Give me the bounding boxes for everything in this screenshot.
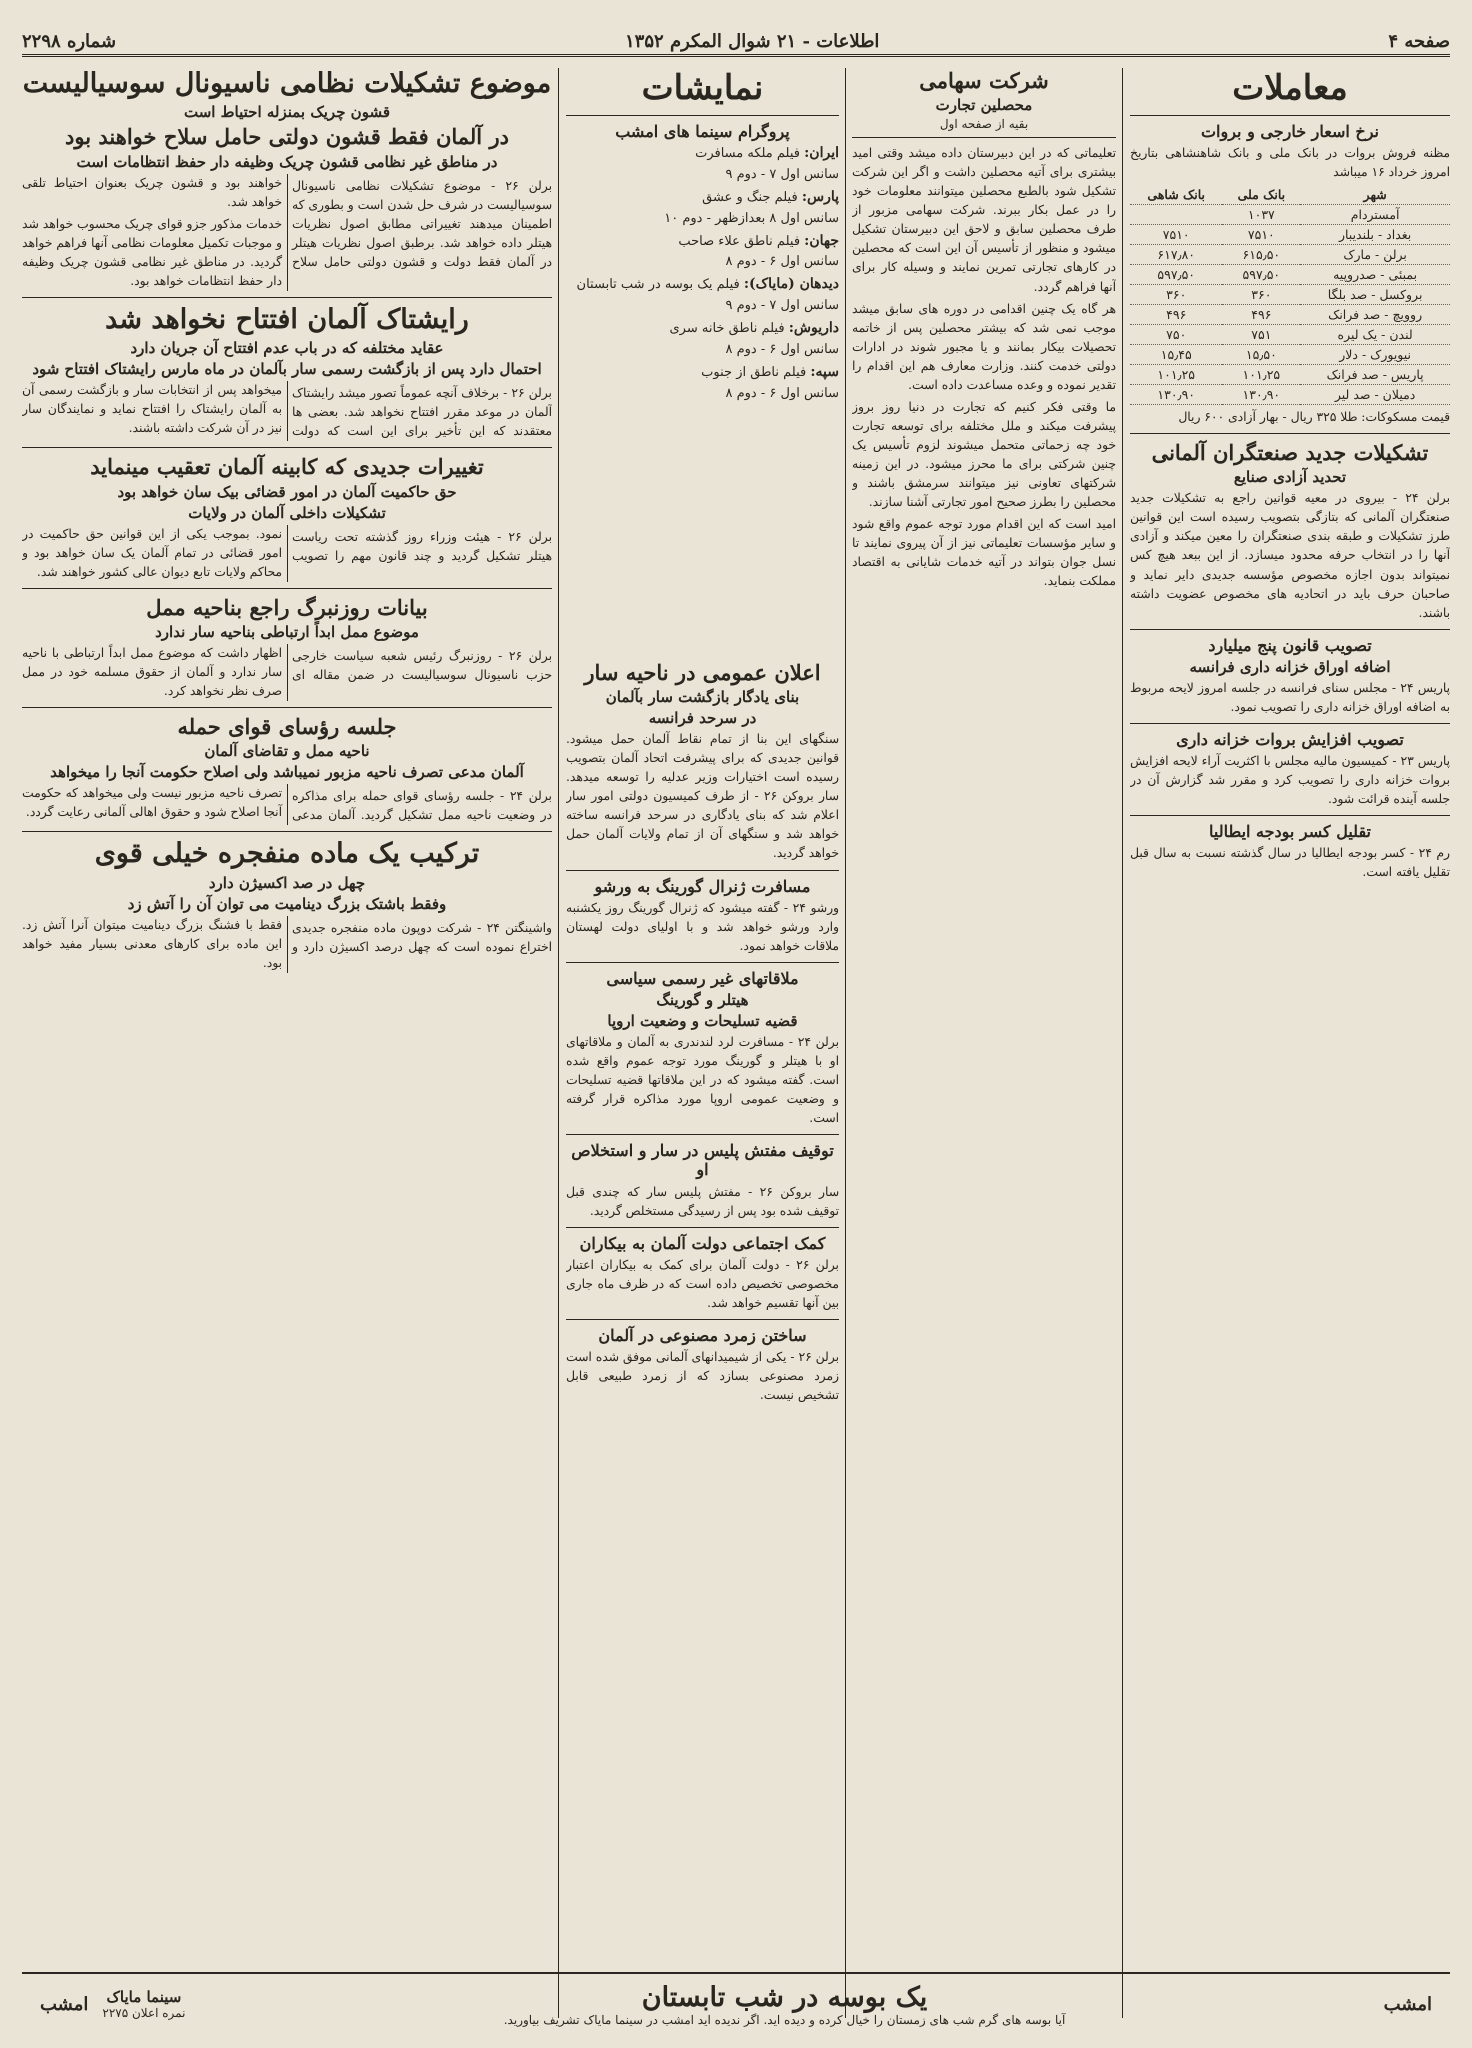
table-row: آمستردام ۱۰۳۷	[1130, 205, 1450, 225]
treasury-heading: تصویب قانون پنج میلیارد	[1208, 635, 1372, 655]
ad-label-right: امشب	[1383, 1993, 1432, 2015]
saar-heading: اعلان عمومی در ناحیه سار	[584, 660, 821, 685]
bills-body: پاریس ۲۳ - کمیسیون مالیه مجلس با اکثریت آراء لایحه افزایش بروات خزانه داری را تصویب کرد و مقرر شد گزارش آن در جلسه آینده قرائت شود.	[1130, 754, 1450, 807]
cinema-program-heading: پروگرام سینما های امشب	[615, 121, 790, 141]
list-item: پارس: فیلم جنگ و عشق سانس اول ۸ بعدازظهر - دوم ۱۰	[664, 188, 839, 226]
ad-title: یک بوسه در شب تابستان	[641, 1981, 928, 2013]
list-item: دیدهان (مایاک): فیلم یک بوسه در شب تابستان سانس اول ۷ - دوم ۹	[576, 276, 839, 314]
table-row: دمیلان - صد لیر ۱۳۰٫۹۰ ۱۳۰٫۹۰	[1130, 385, 1450, 405]
markets-title: معاملات	[1232, 68, 1348, 108]
militia-body-2: خدمات مذکور جزو قوای چریک محسوب خواهد شد و موجبات تکمیل معلومات نظامی آنها فراهم خواهد گردید. در مناطق غیر نظامی قشون چریک وظیفه دار حفظ انتظامات خواهد بود.	[22, 216, 282, 288]
council-subheading: ناحیه ممل و تقاضای آلمان	[204, 742, 370, 761]
treasury-body: پاریس ۲۴ - مجلس سنای فرانسه در جلسه امروز لایحه مربوط به اضافه اوراق خزانه داری را تصویب نمود.	[1130, 680, 1450, 714]
saar-subheading-2: در سرحد فرانسه	[648, 709, 757, 728]
emerald-body: برلن ۲۶ - یکی از شیمیدانهای آلمانی موفق شده است زمرد مصنوعی بسازد که از زمرد طبیعی قابل تشخیص نیست.	[566, 1350, 839, 1403]
militia-body-1: برلن ۲۶ - موضوع تشکیلات نظامی ناسیونال سوسیالیست در شرف حل شدن است و بطوری که اطمینان میدهند تغییراتی مطابق اصول نظریات هیتلر داده خواهد شد. برطبق اصول نظریات هیتلر در آلمان فقط دولت و قشون دولتی حامل سلاح خواهند بود و قشون چریک بعنوان احتیاط تلقی خواهد شد.	[22, 175, 552, 269]
reichstag-subheading-2: احتمال دارد پس از بازگشت رسمی سار بآلمان در ماه مارس رایشتاک افتتاح شود	[32, 360, 542, 379]
ad-text: آیا بوسه های گرم شب های زمستان را خیال کرده و دیده اید. اگر ندیده اید امشب در سینما مایاک تشریف بیاورید.	[503, 2012, 1066, 2027]
issue-date: اطلاعات - ۲۱ شوال المکرم ۱۳۵۲	[625, 30, 880, 52]
company-body-4: امید است که این اقدام مورد توجه عموم واقع شود و سایر مؤسسات تعلیماتی نیز از آن پیروی نمایند تا نسل جوان بتواند در آتیه خدمات شایانی به اقتصاد مملکت بنماید.	[852, 517, 1116, 589]
goring-heading: مسافرت ژنرال گورینگ به ورشو	[594, 876, 811, 896]
company-body-1: تعلیماتی که در این دبیرستان داده میشد وقتی امید بیشتری برای آتیه محصلین داشت و اگر این شرکت تشکیل شود بالطبع محصلین میتوانند معلومات خود را در عمل بکار ببرند. شرکت سهامی مزبور از طرف محصلین سابق و لاحق این دبیرستان تشکیل میشود و منظور از تأسیس آن این است که محصلین در کارهای تجارتی تمرین نمایند و وسیله کار برای آنها فراهم گردد.	[852, 146, 1116, 294]
shows-title: نمایشات	[641, 68, 764, 108]
italy-body: رم ۲۴ - کسر بودجه ایطالیا در سال گذشته نسبت به سال قبل تقلیل یافته است.	[1130, 846, 1450, 880]
masthead	[22, 28, 1450, 57]
hitler-subheading-2: قضیه تسلیحات و وضعیت اروپا	[607, 1012, 798, 1031]
council-heading: جلسه رؤسای قوای حمله	[177, 714, 397, 740]
council-body: برلن ۲۴ - جلسه رؤسای قوای حمله برای مذاکره در وضعیت ناحیه ممل تشکیل گردید. آلمان مدعی تصرف ناحیه مزبور نیست ولی میخواهد که حکومت آنجا اصلاح شود و حقوق اهالی آلمانی رعایت گردد.	[22, 786, 552, 823]
list-item: سپه: فیلم ناطق از جنوب سانس اول ۶ - دوم ۸	[701, 364, 839, 401]
ad-cinema: سینما مایاک	[106, 1988, 182, 2006]
table-row: نیویورک - دلار ۱۵٫۵۰ ۱۵٫۴۵	[1130, 345, 1450, 365]
saar-block	[566, 660, 1116, 2028]
table-row: بروکسل - صد بلگا ۳۶۰ ۳۶۰	[1130, 285, 1450, 305]
ad-label-left: امشب	[40, 1993, 89, 2015]
table-row: پاریس - صد فرانک ۱۰۱٫۲۵ ۱۰۱٫۲۵	[1130, 365, 1450, 385]
rates-header-row	[1130, 185, 1450, 205]
saar-article	[566, 660, 839, 1408]
list-item: داریوش: فیلم ناطق خانه سری سانس اول ۶ - دوم ۸	[669, 320, 839, 357]
cinema-advertisement	[22, 1972, 1450, 2034]
rates-note: قیمت مسکوکات: طلا ۳۲۵ ریال - بهار آزادی ۶۰۰ ریال	[1178, 410, 1450, 425]
company-body-2: هر گاه یک چنین اقدامی در دوره های سابق میشد موجب نمی شد که بیشتر محصلین پس از خاتمه تحصیلات بیکار بمانند و یا مجبور شوند در ادارات دولتی خدمت کنند. وزارت معارف هم این اقدام را تقدیر نموده و وعده مساعدت داده است.	[852, 301, 1116, 392]
explosive-subheading: چهل در صد اکسیژن دارد	[208, 873, 366, 892]
police-body: سار بروکن ۲۶ - مفتش پلیس سار که چندی قبل توقیف شده بود پس از رسیدگی مستخلص گردید.	[566, 1184, 839, 1218]
table-row: روویچ - صد فرانک ۴۹۶ ۴۹۶	[1130, 305, 1450, 325]
memel-heading: بیانات روزنبرگ راجع بناحیه ممل	[146, 594, 428, 620]
cinema-list	[566, 143, 839, 404]
italy-heading: تقلیل کسر بودجه ایطالیا	[1208, 822, 1371, 842]
militia-heading: موضوع تشکیلات نظامی ناسیونال سوسیالیست	[22, 68, 552, 99]
militia-headline-2: در آلمان فقط قشون دولتی حامل سلاح خواهند بود	[65, 124, 509, 150]
goring-body: ورشو ۲۴ - گفته میشود که ژنرال گورینگ روز یکشنبه وارد ورشو خواهد شد و با اولیای دولت لهستان ملاقات خواهد نمود.	[566, 900, 839, 953]
markets-column	[1130, 68, 1450, 2028]
ad-number: نمره اعلان ۲۲۷۵	[102, 2006, 186, 2020]
list-item: ایران: فیلم ملکه مسافرت سانس اول ۷ - دوم ۹	[695, 144, 839, 182]
cabinet-heading: تغییرات جدیدی که کابینه آلمان تعقیب مینماید	[90, 454, 484, 480]
table-row: برلن - مارک ۶۱۵٫۵۰ ۶۱۷٫۸۰	[1130, 245, 1450, 265]
guild-body: برلن ۲۴ - بیروی در معیه قوانین راجع به تشکیلات جدید صنعتگران آلمانی که بتازگی بتصویب رسیده است این قوانین طرز تشکیلات و طبقه بندی صنعتگران را معین میکند و آزادی آنها را در انتخاب حرفه محدود میسازد. از این ببعد هیچ کس نمیتواند بدون اجازه مخصوص مؤسسه جدیدی دایر نماید و صاحبان حرف باید در اتحادیه های مخصوص عضویت داشته باشند.	[1130, 491, 1450, 620]
saar-subheading: بنای یادگار بازگشت سار بآلمان	[605, 688, 800, 707]
rates-header-city: شهر	[1300, 185, 1450, 205]
bills-heading: تصویب افزایش بروات خزانه داری	[1176, 729, 1404, 749]
rates-heading: نرخ اسعار خارجی و بروات	[1200, 121, 1380, 141]
cabinet-body: برلن ۲۶ - هیئت وزراء روز گذشته تحت ریاست هیتلر تشکیل گردید و چند قانون مهم را تصویب نمود. بموجب یکی از این قوانین حق حاکمیت در امور قضائی در تمام آلمان یک سان خواهد بود و محاکم ولایات تابع دیوان عالی کشور خواهند شد.	[22, 526, 552, 579]
hitler-subheading: هیتلر و گورینگ	[656, 991, 749, 1010]
page-number: صفحه ۴	[1388, 30, 1450, 52]
aid-heading: کمک اجتماعی دولت آلمان به بیکاران	[579, 1233, 826, 1253]
continued-note: بقیه از صفحه اول	[939, 117, 1029, 132]
explosive-heading: ترکیب یک ماده منفجره خیلی قوی	[94, 838, 480, 870]
memel-body: برلن ۲۶ - روزنبرگ رئیس شعبه سیاست خارجی حزب ناسیونال سوسیالیست در ضمن مقاله ای اظهار داشت که موضوع ممل ابداً ارتباطی با ناحیه سار ندارد و آلمان از حقوق مسلمه خود در ممل صرف نظر نخواهد کرد.	[22, 645, 552, 698]
cabinet-subheading: حق حاکمیت آلمان در امور قضائی بیک سان خواهد بود	[117, 482, 457, 501]
company-subtitle: محصلین تجارت	[935, 96, 1033, 115]
aid-body: برلن ۲۶ - دولت آلمان برای کمک به بیکاران اعتبار مخصوصی تخصیص داده است که در ظرف ماه جاری بین آنها تقسیم خواهد شد.	[566, 1257, 839, 1311]
rates-header-shahi: بانک شاهی	[1130, 185, 1222, 205]
police-heading: توقیف مفتش پلیس در سار و استخلاص او	[571, 1141, 834, 1180]
hitler-body: برلن ۲۴ - مسافرت لرد لندندری به آلمان و ملاقاتهای او با هیتلر و گورینگ مورد توجه عموم واقع شده است. گفته میشود که در این ملاقاتها قضیه تسلیحات و وضعیت عمومی اروپا مورد مذاکره قرار گرفته است.	[566, 1035, 839, 1126]
hitler-heading: ملاقاتهای غیر رسمی سیاسی	[606, 968, 799, 988]
list-item: جهان: فیلم ناطق علاء صاحب سانس اول ۶ - دوم ۸	[678, 232, 839, 270]
explosive-subheading-2: وفقط باشتک بزرگ دینامیت می توان آن را آتش زد	[127, 894, 447, 913]
rates-header-melli: بانک ملی	[1222, 185, 1300, 205]
treasury-subheading: اضافه اوراق خزانه داری فرانسه	[1189, 657, 1391, 676]
politics-column	[22, 68, 552, 1958]
issue-number: شماره ۲۲۹۸	[22, 30, 117, 52]
reichstag-body: برلن ۲۶ - برخلاف آنچه عموماً تصور میشد رایشتاک آلمان در موعد مقرر افتتاح نخواهد شد. بعضی ها معتقدند که این تأخیر برای این است که دولت میخواهد پس از انتخابات سار و بازگشت رسمی آن به آلمان رایشتاک را افتتاح نماید و نمایندگان سار نیز در آن شرکت داشته باشند.	[22, 383, 552, 439]
saar-body: سنگهای این بنا از تمام نقاط آلمان حمل میشود. قوانین جدیدی که برای پیشرفت اتحاد آلمان بتصویب رسیده است اختیارات وزیر عدلیه را توسعه میدهد. سار بروکن ۲۶ - از طرف کمیسیون دولتی امور سار اعلام شد که بنای یادگاری در سرحد فرانسه ساخته خواهد شد و سنگهای آن از تمام ولایات آلمان حمل خواهد گردید.	[566, 732, 839, 861]
reichstag-subheading: عقاید مختلفه که در باب عدم افتتاح آن جریان دارد	[130, 339, 444, 358]
company-title: شرکت سهامی	[919, 68, 1049, 93]
militia-subheading-3: در مناطق غیر نظامی قشون چریک وظیفه دار حفظ انتظامات است	[76, 152, 498, 171]
reichstag-heading: رایشتاک آلمان افتتاح نخواهد شد	[105, 303, 469, 335]
rates-intro: مظنه فروش بروات در بانک ملی و بانک شاهنشاهی بتاریخ امروز خرداد ۱۶ میباشد	[1130, 145, 1450, 180]
table-row: بمبئی - صدروپیه ۵۹۷٫۵۰ ۵۹۷٫۵۰	[1130, 265, 1450, 285]
explosive-body: واشینگتن ۲۴ - شرکت دوپون ماده منفجره جدیدی اختراع نموده است که چهل درصد اکسیژن دارد و فقط با فشنگ بزرگ دینامیت میتوان آنرا آتش زد. این ماده برای کارهای معدنی بسیار مفید خواهد بود.	[22, 917, 552, 970]
cabinet-subheading-2: تشکیلات داخلی آلمان در ولایات	[188, 503, 386, 522]
council-subheading-2: آلمان مدعی تصرف ناحیه مزبور نمیباشد ولی اصلاح حکومت آنجا را میخواهد	[50, 763, 524, 782]
memel-subheading: موضوع ممل ابداً ارتباطی بناحیه سار ندارد	[155, 622, 419, 641]
guild-heading: تشکیلات جدید صنعتگران آلمانی	[1151, 440, 1429, 466]
company-body-3: ما وقتی فکر کنیم که تجارت در دنیا روز بروز پیشرفت میکند و ملل مختلفه برای توسعه تجارت خود چه زحماتی متحمل میشوند لزوم تأسیس یک چنین شرکتی برای ما محرز میشود. در این زمینه شرکتهای تعاونی نیز میتوانند سرمشق باشند و محصلین را بطرز صحیح امور تجارتی آشنا سازند.	[852, 399, 1116, 510]
rates-table	[1130, 185, 1450, 405]
table-row: لندن - یک لیره ۷۵۱ ۷۵۰	[1130, 325, 1450, 345]
guild-subheading: تحدید آزادی صنایع	[1233, 468, 1347, 487]
table-row: بغداد - بلندیبار ۷۵۱۰ ۷۵۱۰	[1130, 225, 1450, 245]
militia-subheading: قشون چریک بمنزله احتیاط است	[183, 103, 390, 122]
emerald-heading: ساختن زمرد مصنوعی در آلمان	[598, 1326, 807, 1346]
